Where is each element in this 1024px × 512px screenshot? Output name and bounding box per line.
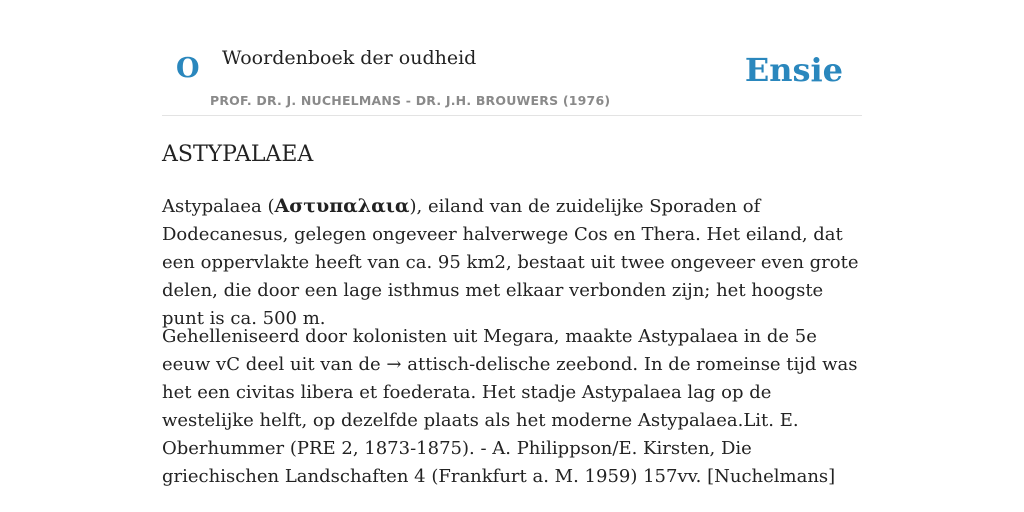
ensie-logo-link[interactable]: Ensie	[744, 51, 843, 89]
paragraph-text: Gehelleniseerd door kolonisten uit Megara, maakte Astypalaea in de 5e eeuw vC deel uit van de	[162, 326, 817, 375]
greek-name: Αστυπαλαια	[274, 195, 410, 217]
page-container	[162, 0, 862, 487]
entry-title: ASTYPALAEA	[162, 142, 314, 167]
paragraph-text: . In de romeinse tijd was het een civitas libera et foederata. Het stadje Astypalaea lag op de westelijke helft, op dezelfde plaats als het moderne Astypalaea.Lit. E. Oberhummer (PRE 2, 1873-1875). - A. Philippson/E. Kirsten, Die griechischen Landschaften 4 (Frankfurt a. M. 1959) 157vv. [Nuchelmans]	[162, 354, 858, 487]
entry-paragraph-1	[162, 192, 862, 333]
cross-reference-link[interactable]: → attisch-delische zeebond	[386, 354, 633, 375]
header	[162, 0, 862, 116]
book-authors: PROF. DR. J. NUCHELMANS - DR. J.H. BROUWERS (1976)	[210, 93, 611, 108]
paragraph-text: ), eiland van de zuidelijke Sporaden of Dodecanesus, gelegen ongeveer halverwege Cos en Thera. Het eiland, dat een oppervlakte heeft van ca. 95 km2, bestaat uit twee ongeveer even grote delen, die door een lage isthmus met elkaar verbonden zijn; het hoogste punt is ca. 500 m.	[162, 196, 859, 329]
letter-index-link[interactable]: O	[176, 53, 200, 84]
paragraph-text: Astypalaea (	[162, 196, 275, 217]
entry-paragraph-2	[162, 323, 862, 491]
book-title-link[interactable]: Woordenboek der oudheid	[222, 47, 477, 69]
